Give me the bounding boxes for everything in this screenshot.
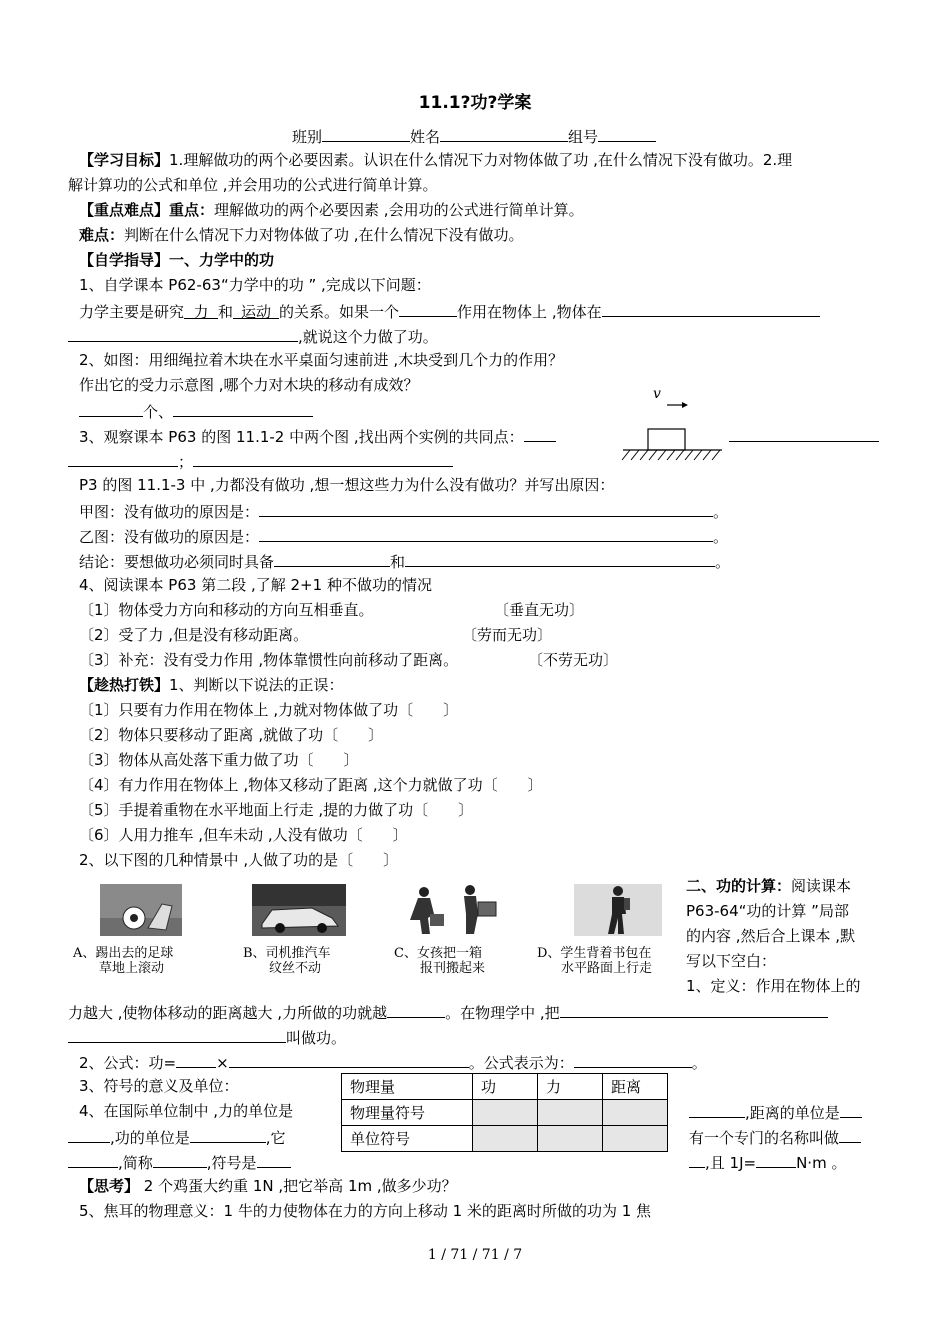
formula-period: 。 (691, 1054, 707, 1072)
key-text: 理解做功的两个必要因素 ,会用功的公式进行简单计算。 (214, 201, 584, 219)
si-blank-work-unit[interactable] (190, 1126, 266, 1143)
q2-line-2: 作出它的受力示意图 ,哪个力对木块的移动有成效？ (79, 376, 419, 394)
table-cell-input[interactable] (603, 1126, 668, 1152)
q1-answer-force[interactable]: 力 (184, 302, 218, 319)
car-icon (252, 884, 346, 936)
practice-item-1[interactable]: 〔1〕只要有力作用在物体上 ,力就对物体做了功〔 〕 (79, 701, 459, 719)
si-blank-force-unit[interactable] (68, 1126, 110, 1143)
class-blank[interactable] (322, 125, 410, 142)
section-2-read-4: 写以下空白： (686, 952, 777, 970)
q3-yi-line (79, 525, 728, 547)
caption-d (537, 946, 652, 976)
si-blank-3[interactable] (68, 1151, 118, 1168)
section-2-line-1 (686, 876, 851, 896)
page-footer: 1 / 71 / 71 / 7 (427, 1247, 523, 1263)
q2-blank-2[interactable] (173, 400, 313, 417)
caption-c-line1: C、女孩把一箱 (394, 946, 482, 961)
table-cell-input[interactable] (473, 1126, 538, 1152)
caption-d-line1: D、学生背着书包在 (537, 946, 652, 961)
photo-lift-box (404, 884, 500, 936)
goals-tag: 【学习目标】 (79, 151, 170, 169)
si-text-e: ,符号是 (206, 1154, 257, 1172)
q2-text-mid: 个、 (143, 403, 174, 421)
q3-jia-period: 。 (713, 503, 729, 521)
si-line-3 (68, 1151, 291, 1173)
q3-blank-4[interactable] (193, 450, 453, 467)
caption-b (243, 946, 331, 976)
surface-hatching (622, 450, 720, 460)
q2-line-1: 2、如图：用细绳拉着木块在水平桌面匀速前进 ,木块受到几个力的作用？ (79, 351, 564, 369)
hard-label: 难点： (79, 226, 125, 244)
caption-a-line2: 草地上滚动 (99, 961, 165, 976)
q3-line-2 (68, 450, 453, 472)
si-right-blank-3[interactable] (839, 1126, 861, 1143)
q2-blank-1[interactable] (79, 400, 143, 417)
unit-table (341, 1073, 668, 1152)
q3-blank-1[interactable] (524, 425, 556, 442)
practice-q1: 1、判断以下说法的正误： (169, 676, 344, 694)
si-right-blank-4[interactable] (689, 1151, 705, 1168)
si-line-2 (68, 1126, 286, 1148)
definition-text-d: 叫做功。 (286, 1029, 347, 1047)
q1-line-3 (68, 325, 438, 347)
definition-blank-2[interactable] (560, 1001, 828, 1018)
definition-start: 1、定义：作用在物体上的 (686, 977, 861, 995)
q3-jia-label: 甲图：没有做功的原因是： (79, 503, 260, 521)
caption-a-line1: A、踢出去的足球 (73, 946, 174, 961)
symbol-meaning: 3、符号的意义及单位： (79, 1077, 239, 1095)
si-text-b: ,功的单位是 (110, 1129, 190, 1147)
table-cell: 功 (473, 1074, 538, 1100)
caption-b-line2: 纹丝不动 (269, 961, 322, 976)
wood-block (648, 429, 685, 450)
q3-jia-blank[interactable] (259, 500, 713, 517)
q3-jia-line (79, 500, 728, 522)
hard-points-line (79, 225, 524, 245)
q3-blank-2[interactable] (729, 425, 879, 442)
q3-yi-blank[interactable] (259, 525, 713, 542)
practice-heading (79, 675, 344, 695)
table-cell: 距离 (603, 1074, 668, 1100)
photo-push-car (252, 884, 346, 936)
q3-yi-label: 乙图：没有做功的原因是： (79, 528, 260, 546)
q4-item-2-result: 〔劳而无功〕 (462, 626, 553, 644)
key-label: 重点： (169, 201, 215, 219)
definition-text-b: 力越大 ,使物体移动的距离越大 ,力所做的功就越 (68, 1004, 388, 1022)
table-row (342, 1074, 668, 1100)
definition-blank-1[interactable] (387, 1001, 445, 1018)
formula-times: × (216, 1054, 229, 1072)
name-blank[interactable] (440, 125, 568, 142)
think-tag: 【思考】 (79, 1177, 140, 1195)
practice-item-6[interactable]: 〔6〕人用力推车 ,但车未动 ,人没有做功〔 〕 (79, 826, 408, 844)
table-cell: 物理量符号 (342, 1100, 473, 1126)
q3-line-3: P3 的图 11.1-3 中 ,力都没有做功 ,想一想这些力为什么没有做功？并写出原因： (79, 476, 615, 494)
q4-item-2: 〔2〕受了力 ,但是没有移动距离。 (79, 626, 309, 644)
definition-line (68, 1001, 828, 1023)
table-cell-input[interactable] (603, 1100, 668, 1126)
q1-blank-1[interactable] (399, 300, 457, 317)
si-text-f: ,距离的单位是 (745, 1104, 840, 1122)
si-right-3 (689, 1151, 846, 1173)
formula-blank-2[interactable] (229, 1051, 469, 1068)
si-text-i: N·m 。 (796, 1154, 847, 1172)
key-tag: 【重点难点】 (79, 201, 170, 219)
group-blank[interactable] (598, 125, 656, 142)
q3-yi-period: 。 (713, 528, 729, 546)
definition-end-line (68, 1026, 346, 1048)
q3-conclusion-period: 。 (715, 553, 731, 571)
q1-answer-motion[interactable]: 运动 (233, 302, 279, 319)
section-2-read-1: 阅读课本 (791, 877, 852, 895)
q3-conclusion-blank-2[interactable] (405, 550, 715, 567)
definition-text-c: 。在物理学中 ,把 (445, 1004, 560, 1022)
goals-line-1 (79, 150, 792, 170)
si-right-blank-2[interactable] (840, 1101, 862, 1118)
caption-b-line1: B、司机推汽车 (243, 946, 331, 961)
q1-text-d: 作用在物体上 ,物体在 (457, 303, 602, 321)
guide-tag: 【自学指导】 (79, 251, 170, 269)
formula-blank-3[interactable] (574, 1051, 692, 1068)
q5-line: 5、焦耳的物理意义：1 牛的力使物体在力的方向上移动 1 米的距离时所做的功为 1 焦 (79, 1202, 652, 1220)
q4-item-1: 〔1〕物体受力方向和移动的方向互相垂直。 (79, 601, 374, 619)
practice-item-3[interactable]: 〔3〕物体从高处落下重力做了功〔 〕 (79, 751, 359, 769)
football-icon (100, 884, 182, 936)
hard-text: 判断在什么情况下力对物体做了功 ,在什么情况下没有做功。 (124, 226, 524, 244)
q3-text-1: 3、观察课本 P63 的图 11.1-2 中两个图 ,找出两个实例的共同点： (79, 428, 524, 446)
q1-text-b: 和 (218, 303, 234, 321)
si-right-2 (689, 1126, 861, 1148)
q1-text-a: 力学主要是研究 (79, 303, 185, 321)
si-right-1 (689, 1101, 862, 1123)
think-text: 2 个鸡蛋大约重 1N ,把它举高 1m ,做多少功？ (143, 1177, 457, 1195)
si-blank-symbol[interactable] (257, 1151, 291, 1168)
formula-blank-1[interactable] (176, 1051, 216, 1068)
q1-text-e: ,就说这个力做了功。 (298, 328, 438, 346)
si-text-g: 有一个专门的名称叫做 (689, 1129, 840, 1147)
photo-kicked-football (100, 884, 182, 936)
q3-conclusion-blank-1[interactable] (274, 550, 390, 567)
velocity-label: v (653, 386, 661, 402)
q4-item-3: 〔3〕补充：没有受力作用 ,物体靠惯性向前移动了距离。 (79, 651, 459, 669)
practice-item-5[interactable]: 〔5〕手提着重物在水平地面上行走 ,提的力做了功〔 〕 (79, 801, 474, 819)
practice-tag: 【趁热打铁】 (79, 676, 170, 694)
q2-line-3 (79, 400, 313, 422)
q3-conclusion-b: 和 (390, 553, 406, 571)
si-right-blank-1[interactable] (689, 1101, 745, 1118)
arrow-head (682, 402, 688, 408)
si-line-1: 4、在国际单位制中 ,力的单位是 (79, 1102, 294, 1120)
table-row (342, 1100, 668, 1126)
q1-line-2 (79, 300, 820, 322)
name-label: 姓名 (410, 128, 441, 146)
caption-d-line2: 水平路面上行走 (561, 961, 653, 976)
si-text-h: ,且 1J= (705, 1154, 757, 1172)
si-blank-short-name[interactable] (153, 1151, 207, 1168)
q1-blank-3[interactable] (68, 325, 298, 342)
q4-item-1-result: 〔垂直无功〕 (494, 601, 585, 619)
si-right-blank-5[interactable] (756, 1151, 796, 1168)
q1-line-1: 1、自学课本 P62-63“力学中的功 ” ,完成以下问题： (79, 276, 431, 294)
caption-c-line2: 报刊搬起来 (420, 961, 486, 976)
formula-line (79, 1051, 707, 1073)
practice-item-2[interactable]: 〔2〕物体只要移动了距离 ,就做了功〔 〕 (79, 726, 384, 744)
q3-conclusion-line (79, 550, 730, 572)
si-text-c: ,它 (265, 1129, 286, 1147)
section-2-read-3: 的内容 ,然后合上课本 ,默 (686, 927, 856, 945)
practice-q2: 2、以下图的几种情景中 ,人做了功的是〔 〕 (79, 851, 399, 869)
table-cell: 单位符号 (342, 1126, 473, 1152)
group-label: 组号 (568, 128, 599, 146)
table-cell: 物理量 (342, 1074, 473, 1100)
table-cell-input[interactable] (538, 1126, 603, 1152)
block-diagram (620, 383, 725, 463)
student-info-line (292, 125, 656, 147)
caption-a (73, 946, 173, 976)
q3-line-1 (79, 425, 556, 447)
photo-walk-schoolbag (574, 884, 662, 936)
table-cell-input[interactable] (538, 1100, 603, 1126)
page-title: 11.1?功?学案 (418, 93, 532, 113)
guide-heading (79, 250, 274, 270)
goals-text-1: 1.理解做功的两个必要因素。认识在什么情况下力对物体做了功 ,在什么情况下没有做功。2.理 (169, 151, 793, 169)
class-label: 班别 (292, 128, 323, 146)
q1-blank-2[interactable] (602, 300, 820, 317)
think-line (79, 1176, 457, 1196)
table-cell: 力 (538, 1074, 603, 1100)
q3-semicolon: ； (178, 453, 194, 471)
q1-text-c: 的关系。如果一个 (279, 303, 400, 321)
q4-line-1: 4、阅读课本 P63 第二段 ,了解 2+1 种不做功的情况 (79, 576, 432, 594)
si-text-d: ,简称 (118, 1154, 153, 1172)
section-1-title: 一、力学中的功 (169, 251, 275, 269)
table-cell-input[interactable] (473, 1100, 538, 1126)
goals-text-2: 解计算功的公式和单位 ,并会用功的公式进行简单计算。 (68, 176, 438, 194)
q3-blank-3[interactable] (68, 450, 178, 467)
q3-blank-2-wrap (729, 425, 879, 447)
key-points-line (79, 200, 584, 220)
lift-box-icon (404, 884, 500, 936)
practice-item-4[interactable]: 〔4〕有力作用在物体上 ,物体又移动了距离 ,这个力就做了功〔 〕 (79, 776, 543, 794)
table-row (342, 1126, 668, 1152)
student-walking-icon (574, 884, 662, 936)
caption-c (394, 946, 485, 976)
q4-item-3-result: 〔不劳无功〕 (528, 651, 619, 669)
q3-conclusion-a: 结论：要想做功必须同时具备 (79, 553, 275, 571)
section-2-read-2: P63-64“功的计算 ”局部 (686, 902, 849, 920)
formula-text-b: 。公式表示为： (468, 1054, 574, 1072)
formula-label: 2、公式：功= (79, 1054, 177, 1072)
definition-blank-3[interactable] (68, 1026, 286, 1043)
section-2-title: 二、功的计算： (686, 877, 792, 895)
